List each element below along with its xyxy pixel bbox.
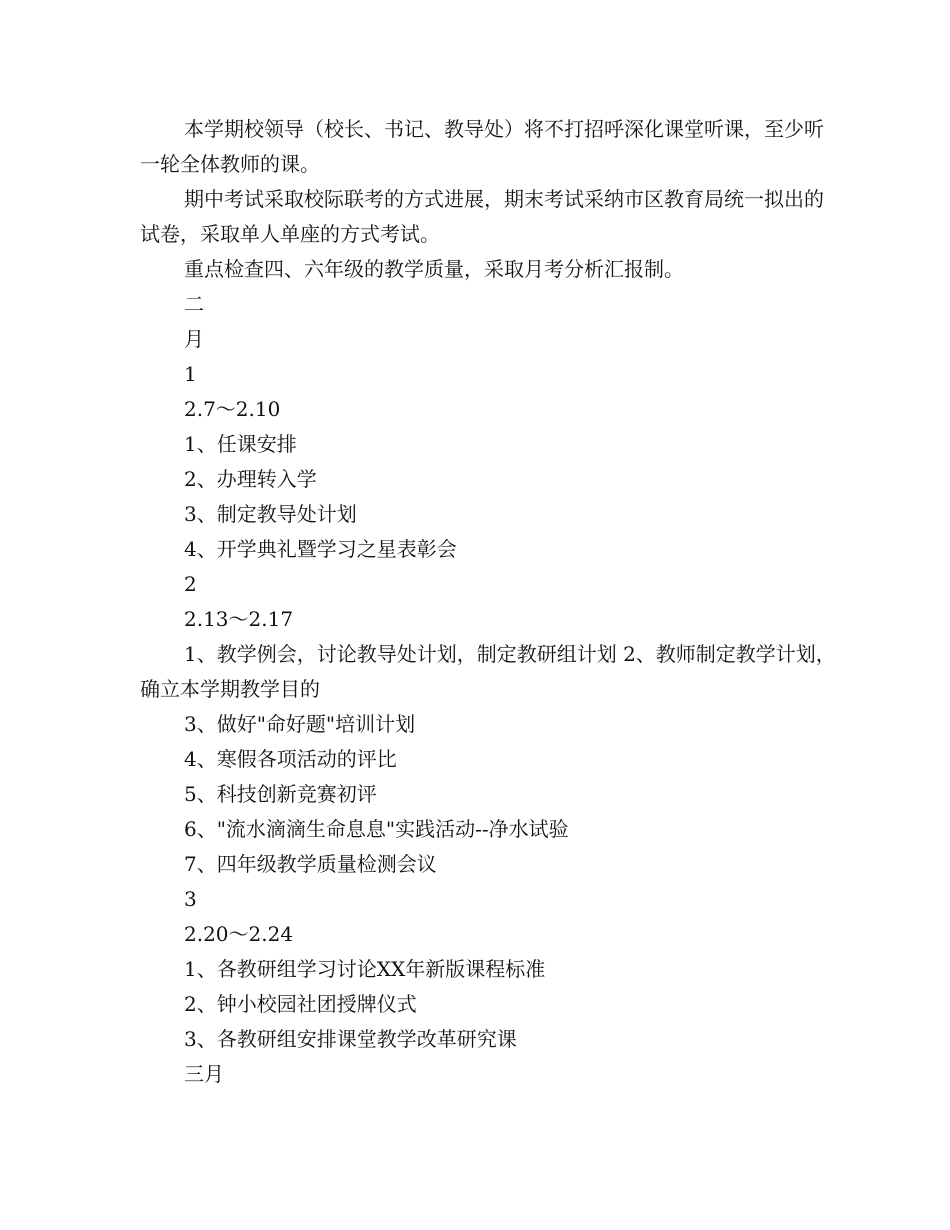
list-item: 2、钟小校园社团授牌仪式 (184, 992, 417, 1016)
list-item: 1、任课安排 (184, 432, 297, 456)
paragraph: 期中考试采取校际联考的方式进展，期末考试采纳市区教育局统一拟出的试卷，采取单人单座的方式考试。 (140, 187, 824, 246)
list-item: 4、开学典礼暨学习之星表彰会 (184, 537, 457, 561)
week-number: 1 (184, 362, 197, 386)
list-item: 1、各教研组学习讨论XX年新版课程标准 (184, 957, 546, 981)
document-body (140, 112, 840, 1092)
list-item: 3、做好"命好题"培训计划 (184, 712, 416, 736)
paragraph: 重点检查四、六年级的教学质量，采取月考分析汇报制。 (184, 257, 684, 281)
date-range: 2.20～2.24 (184, 922, 294, 946)
list-item: 2、办理转入学 (184, 467, 317, 491)
week-number: 2 (184, 572, 197, 596)
list-item: 7、四年级教学质量检测会议 (184, 852, 437, 876)
list-item: 4、寒假各项活动的评比 (184, 747, 397, 771)
list-item: 1、教学例会，讨论教导处计划，制定教研组计划 2、教师制定教学计划，确立本学期教学目的 (140, 642, 836, 701)
month-heading: 二 (184, 292, 204, 316)
list-item: 3、各教研组安排课堂教学改革研究课 (184, 1027, 517, 1051)
month-heading: 三月 (184, 1062, 224, 1086)
date-range: 2.7～2.10 (184, 397, 281, 421)
month-heading: 月 (184, 327, 204, 351)
list-item: 6、"流水滴滴生命息息"实践活动--净水试验 (184, 817, 569, 841)
paragraph: 本学期校领导（校长、书记、教导处）将不打招呼深化课堂听课，至少听一轮全体教师的课。 (140, 117, 824, 176)
week-number: 3 (184, 887, 197, 911)
date-range: 2.13～2.17 (184, 607, 294, 631)
list-item: 3、制定教导处计划 (184, 502, 357, 526)
list-item: 5、科技创新竞赛初评 (184, 782, 377, 806)
